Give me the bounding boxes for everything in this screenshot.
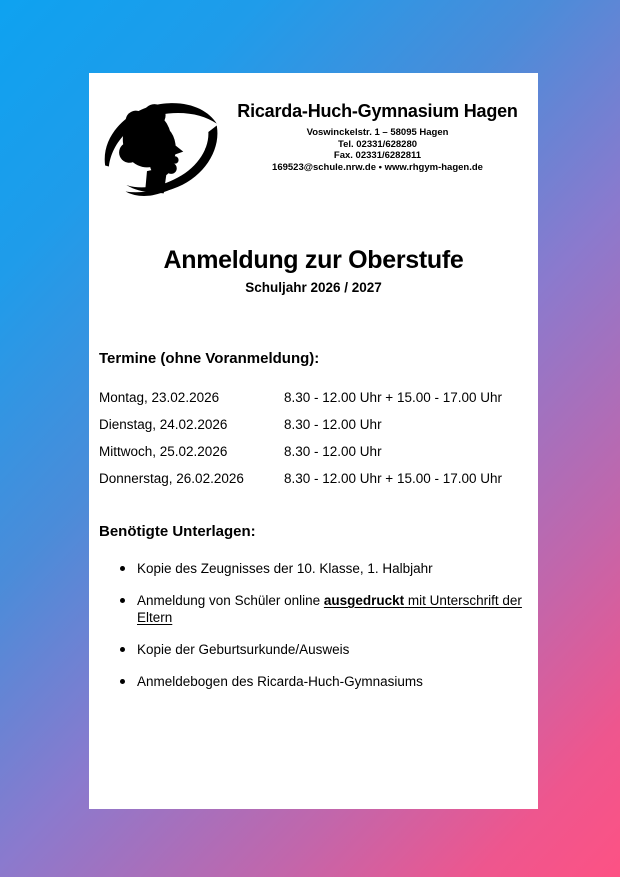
section-termine (99, 349, 528, 487)
bullet-icon (120, 566, 125, 571)
letterhead (89, 73, 538, 199)
termine-time: 8.30 - 12.00 Uhr + 15.00 - 17.00 Uhr (284, 471, 503, 486)
contact-fax: Fax. 02331/6282811 (333, 150, 422, 162)
termine-day: Dienstag, 24.02.2026 (99, 417, 228, 432)
list-item-text: Anmeldung von Schüler online (137, 593, 324, 608)
school-name: Ricarda-Huch-Gymnasium Hagen (237, 101, 518, 121)
section-unterlagen (99, 522, 528, 690)
title-block (89, 245, 538, 296)
list-item-text: Kopie der Geburtsurkunde/Ausweis (137, 642, 350, 657)
termine-day: Mittwoch, 25.02.2026 (99, 444, 228, 459)
letterhead-text (223, 93, 532, 173)
list-item-text-bold-underlined: ausgedruckt (323, 593, 405, 608)
contact-phone: Tel. 02331/628280 (337, 138, 418, 150)
list-item-text: Anmeldebogen des Ricarda-Huch-Gymnasiums (137, 674, 423, 689)
termine-time: 8.30 - 12.00 Uhr (284, 444, 382, 459)
list-item-text-underlined: mit Unterschrift der (404, 593, 522, 608)
termine-time: 8.30 - 12.00 Uhr + 15.00 - 17.00 Uhr (284, 390, 503, 405)
termine-rows (99, 389, 528, 487)
list-item (99, 592, 528, 626)
page-title: Anmeldung zur Oberstufe (163, 246, 464, 274)
list-item-text-underlined: Eltern (137, 610, 173, 625)
list-item-text: Kopie des Zeugnisses der 10. Klasse, 1. Halbjahr (137, 561, 433, 576)
termine-row (99, 470, 528, 487)
termine-heading: Termine (ohne Voranmeldung): (99, 350, 320, 367)
unterlagen-list (99, 560, 528, 690)
list-item (99, 673, 528, 690)
bullet-icon (120, 598, 125, 603)
termine-row (99, 416, 528, 433)
contact-email-web: 169523@schule.nrw.de • www.rhgym-hagen.de (272, 161, 483, 173)
unterlagen-heading: Benötigte Unterlagen: (99, 523, 256, 540)
bullet-icon (120, 679, 125, 684)
bullet-icon (120, 647, 125, 652)
school-logo-woman-profile-icon (97, 93, 223, 199)
list-item (99, 641, 528, 658)
list-item (99, 560, 528, 577)
contact-address: Voswinckelstr. 1 – 58095 Hagen (306, 127, 449, 138)
page-subtitle: Schuljahr 2026 / 2027 (245, 280, 382, 295)
termine-day: Montag, 23.02.2026 (99, 390, 220, 405)
termine-row (99, 443, 528, 460)
contact-block (223, 127, 532, 173)
termine-time: 8.30 - 12.00 Uhr (284, 417, 382, 432)
document-page (89, 73, 538, 809)
termine-row (99, 389, 528, 406)
termine-day: Donnerstag, 26.02.2026 (99, 471, 244, 486)
